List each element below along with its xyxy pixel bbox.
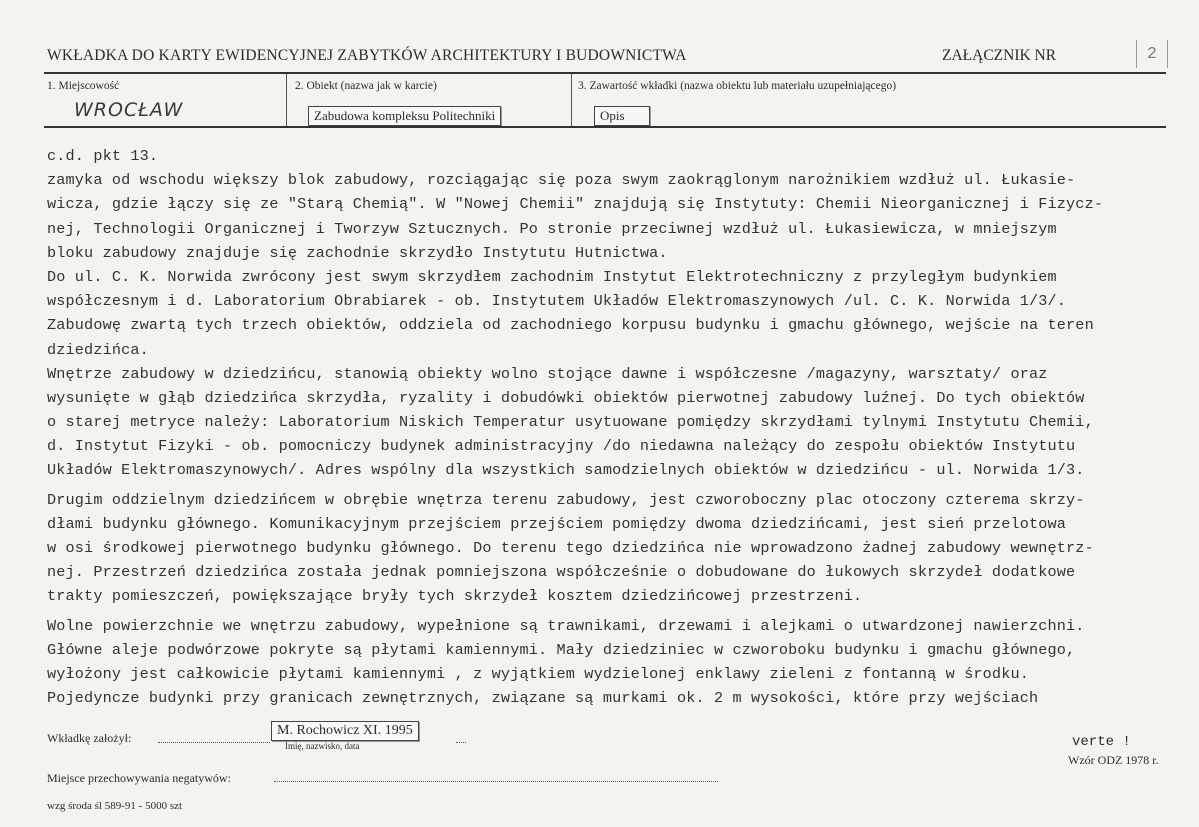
body-line: bloku zabudowy znajduje się zachodnie skrzydło Instytutu Hutnictwa. <box>47 243 668 262</box>
verte-note: verte ! <box>1072 734 1131 750</box>
body-line: wyłożony jest całkowicie płytami kamiennymi , z wyjątkiem wydzielonej enklawy zieleni z fontanną w środku. <box>47 664 1029 683</box>
content-value: Opis <box>594 106 650 126</box>
body-line: Pojedyncze budynki przy granicach zewnętrznych, związane są murkami ok. 2 m wysokości, które przy wejściach <box>47 689 1039 708</box>
author-value: M. Rochowicz XI. 1995 <box>271 721 419 741</box>
author-dots-right <box>456 732 466 743</box>
body-line: Drugim oddzielnym dziedzińcem w obrębie wnętrza terenu zabudowy, jest czworoboczny plac otoczony czterema skrzy- <box>47 490 1085 509</box>
field-divider-2 <box>571 74 572 126</box>
object-value: Zabudowa kompleksu Politechniki <box>308 106 501 126</box>
body-line: współczesnym i d. Laboratorium Obrabiarek - ob. Instytutem Układów Elektromaszynowych /ul. C. K. Norwida 1/3/. <box>47 292 1067 311</box>
body-line: wysunięte w głąb dziedzińca skrzydła, ryzality i dobudówki obiektów pierwotnej zabudowy luźnej. Do tych obiektów <box>47 388 1085 407</box>
content-label: 3. Zawartość wkładki (nazwa obiektu lub materiału uzupełniającego) <box>578 80 897 92</box>
body-line: trakty pomieszczeń, powiększające bryły tych skrzydeł kosztem dziedzińcowej przestrzeni. <box>47 587 863 606</box>
object-label: 2. Obiekt (nazwa jak w karcie) <box>295 80 437 92</box>
attachment-number: 2 <box>1136 40 1168 68</box>
form-model: Wzór ODZ 1978 r. <box>1068 753 1159 767</box>
typed-description <box>47 144 1187 710</box>
body-line: zamyka od wschodu większy blok zabudowy, rozciągając się poza swym zaokrąglonym narożnikiem wzdłuż ul. Łukasie- <box>47 171 1076 190</box>
body-line: dłami budynku głównego. Komunikacyjnym przejściem przejściem pomiędzy dwoma dziedzińcami, jest sień przelotowa <box>47 514 1067 533</box>
body-line: Do ul. C. K. Norwida zwrócony jest swym skrzydłem zachodnim Instytut Elektrotechniczny z przyległym budynkiem <box>47 267 1057 286</box>
header-bottom-rule <box>44 126 1166 128</box>
body-line: o starej metryce należy: Laboratorium Niskich Temperatur usytuowane pomiędzy skrzydłami tylnymi Instytutu Chemii, <box>47 413 1094 432</box>
body-line: Wolne powierzchnie we wnętrzu zabudowy, wypełnione są trawnikami, drzewami i alejkami o utwardzonej nawierzchni. <box>47 616 1085 635</box>
body-line: dziedzińca. <box>47 340 149 359</box>
body-line: Wnętrze zabudowy w dziedzińcu, stanowią obiekty wolno stojące dawne i współczesne /magazyny, warsztaty/ oraz <box>47 364 1048 383</box>
body-line: c.d. pkt 13. <box>47 147 159 165</box>
author-label: Wkładkę założył: <box>47 731 132 745</box>
body-line: d. Instytut Fizyki - ob. pomocniczy budynek administracyjny /do niedawna należący do zespołu obiektów Instytutu <box>47 437 1076 456</box>
attachment-label: ZAŁĄCZNIK NR <box>942 47 1057 64</box>
body-line: Zabudowę zwartą tych trzech obiektów, oddziela od zachodniego korpusu budynku i gmachu głównego, wejście na teren <box>47 316 1094 335</box>
negatives-label: Miejsce przechowywania negatywów: <box>47 771 231 785</box>
body-line: w osi środkowej pierwotnego budynku głównego. Do terenu tego dziedzińca nie wprowadzono żadnej zabudowy wewnętrz- <box>47 539 1094 557</box>
body-line: Główne aleje podwórzowe pokryte są płytami kamiennymi. Mały dziedziniec w czworoboku budynku i gmachu głównego, <box>47 640 1076 659</box>
body-line: nej. Przestrzeń dziedzińca została jednak pomniejszona współcześnie o dobudowane do łukowych skrzydeł dodatkowe <box>47 563 1076 582</box>
body-line: Układów Elektromaszynowych/. Adres wspólny dla wszystkich samodzielnych obiektów w dziedzińcu - ul. Norwida 1/3. <box>47 461 1085 480</box>
author-hint: Imię, nazwisko, data <box>285 741 360 751</box>
locality-value: WROCŁAW <box>74 99 184 121</box>
author-dots-left <box>158 732 270 743</box>
body-line: wicza, gdzie łączy się ze "Starą Chemią". W "Nowej Chemii" znajdują się Instytuty: Chemii Nieorganicznej i Fizycz- <box>47 195 1104 214</box>
print-info: wzg środa śl 589-91 - 5000 szt <box>47 800 183 812</box>
negatives-dots <box>274 771 718 782</box>
locality-label: 1. Miejscowość <box>47 80 120 92</box>
header-top-rule <box>44 72 1166 74</box>
body-line: nej, Technologii Organicznej i Tworzyw Sztucznych. Po stronie przeciwnej wzdłuż ul. Łukasiewicza, w mniejszym <box>47 219 1057 238</box>
field-divider-1 <box>286 74 287 126</box>
form-title: WKŁADKA DO KARTY EWIDENCYJNEJ ZABYTKÓW ARCHITEKTURY I BUDOWNICTWA <box>47 47 687 64</box>
